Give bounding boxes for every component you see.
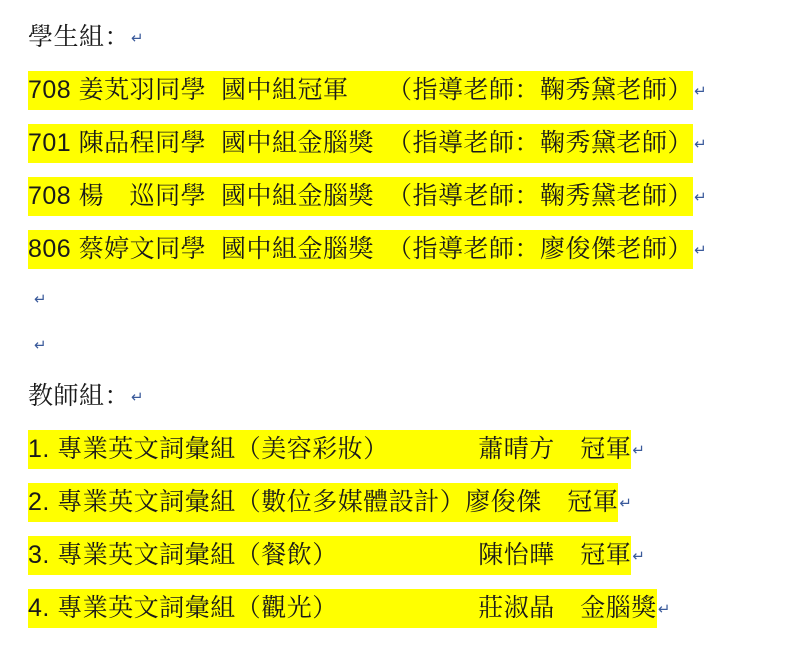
paragraph-student-heading	[28, 14, 800, 67]
pilcrow-icon: ↵	[131, 30, 144, 47]
pilcrow-icon: ↵	[34, 291, 47, 308]
teacher-section-heading: 教師組：	[28, 382, 131, 410]
teacher-line-4: 4. 專業英文詞彙組（觀光） 莊淑晶 金腦獎	[28, 589, 657, 628]
paragraph-teacher-2	[28, 479, 800, 532]
teacher-line-2: 2. 專業英文詞彙組（數位多媒體設計）廖俊傑 冠軍	[28, 483, 618, 522]
pilcrow-icon: ↵	[657, 601, 671, 618]
pilcrow-icon: ↵	[131, 389, 144, 406]
pilcrow-icon: ↵	[632, 548, 645, 565]
pilcrow-icon: ↵	[694, 242, 707, 259]
paragraph-student-2	[28, 120, 800, 173]
student-section-heading: 學生組：	[28, 23, 131, 51]
student-line-3: 708 楊 巡同學 國中組金腦獎 （指導老師：鞠秀黛老師）	[28, 177, 693, 216]
student-line-1: 708 姜芄羽同學 國中組冠軍 （指導老師：鞠秀黛老師）	[28, 71, 693, 110]
teacher-line-1: 1. 專業英文詞彙組（美容彩妝） 蕭晴方 冠軍	[28, 430, 631, 469]
student-line-4: 806 蔡婷文同學 國中組金腦獎 （指導老師：廖俊傑老師）	[28, 230, 693, 269]
teacher-line-3: 3. 專業英文詞彙組（餐飲） 陳怡曄 冠軍	[28, 536, 631, 575]
pilcrow-icon: ↵	[619, 495, 632, 512]
paragraph-student-1	[28, 67, 800, 120]
paragraph-student-3	[28, 173, 800, 226]
pilcrow-icon: ↵	[632, 442, 645, 459]
paragraph-teacher-1	[28, 426, 800, 479]
paragraph-teacher-3	[28, 532, 800, 585]
pilcrow-icon: ↵	[694, 189, 707, 206]
paragraph-teacher-4	[28, 585, 800, 638]
paragraph-teacher-heading	[28, 373, 800, 426]
paragraph-empty-1	[28, 279, 800, 325]
paragraph-empty-2	[28, 325, 800, 371]
pilcrow-icon: ↵	[34, 337, 47, 354]
pilcrow-icon: ↵	[694, 83, 707, 100]
pilcrow-icon: ↵	[694, 136, 707, 153]
student-line-2: 701 陳品程同學 國中組金腦獎 （指導老師：鞠秀黛老師）	[28, 124, 693, 163]
paragraph-student-4	[28, 226, 800, 279]
